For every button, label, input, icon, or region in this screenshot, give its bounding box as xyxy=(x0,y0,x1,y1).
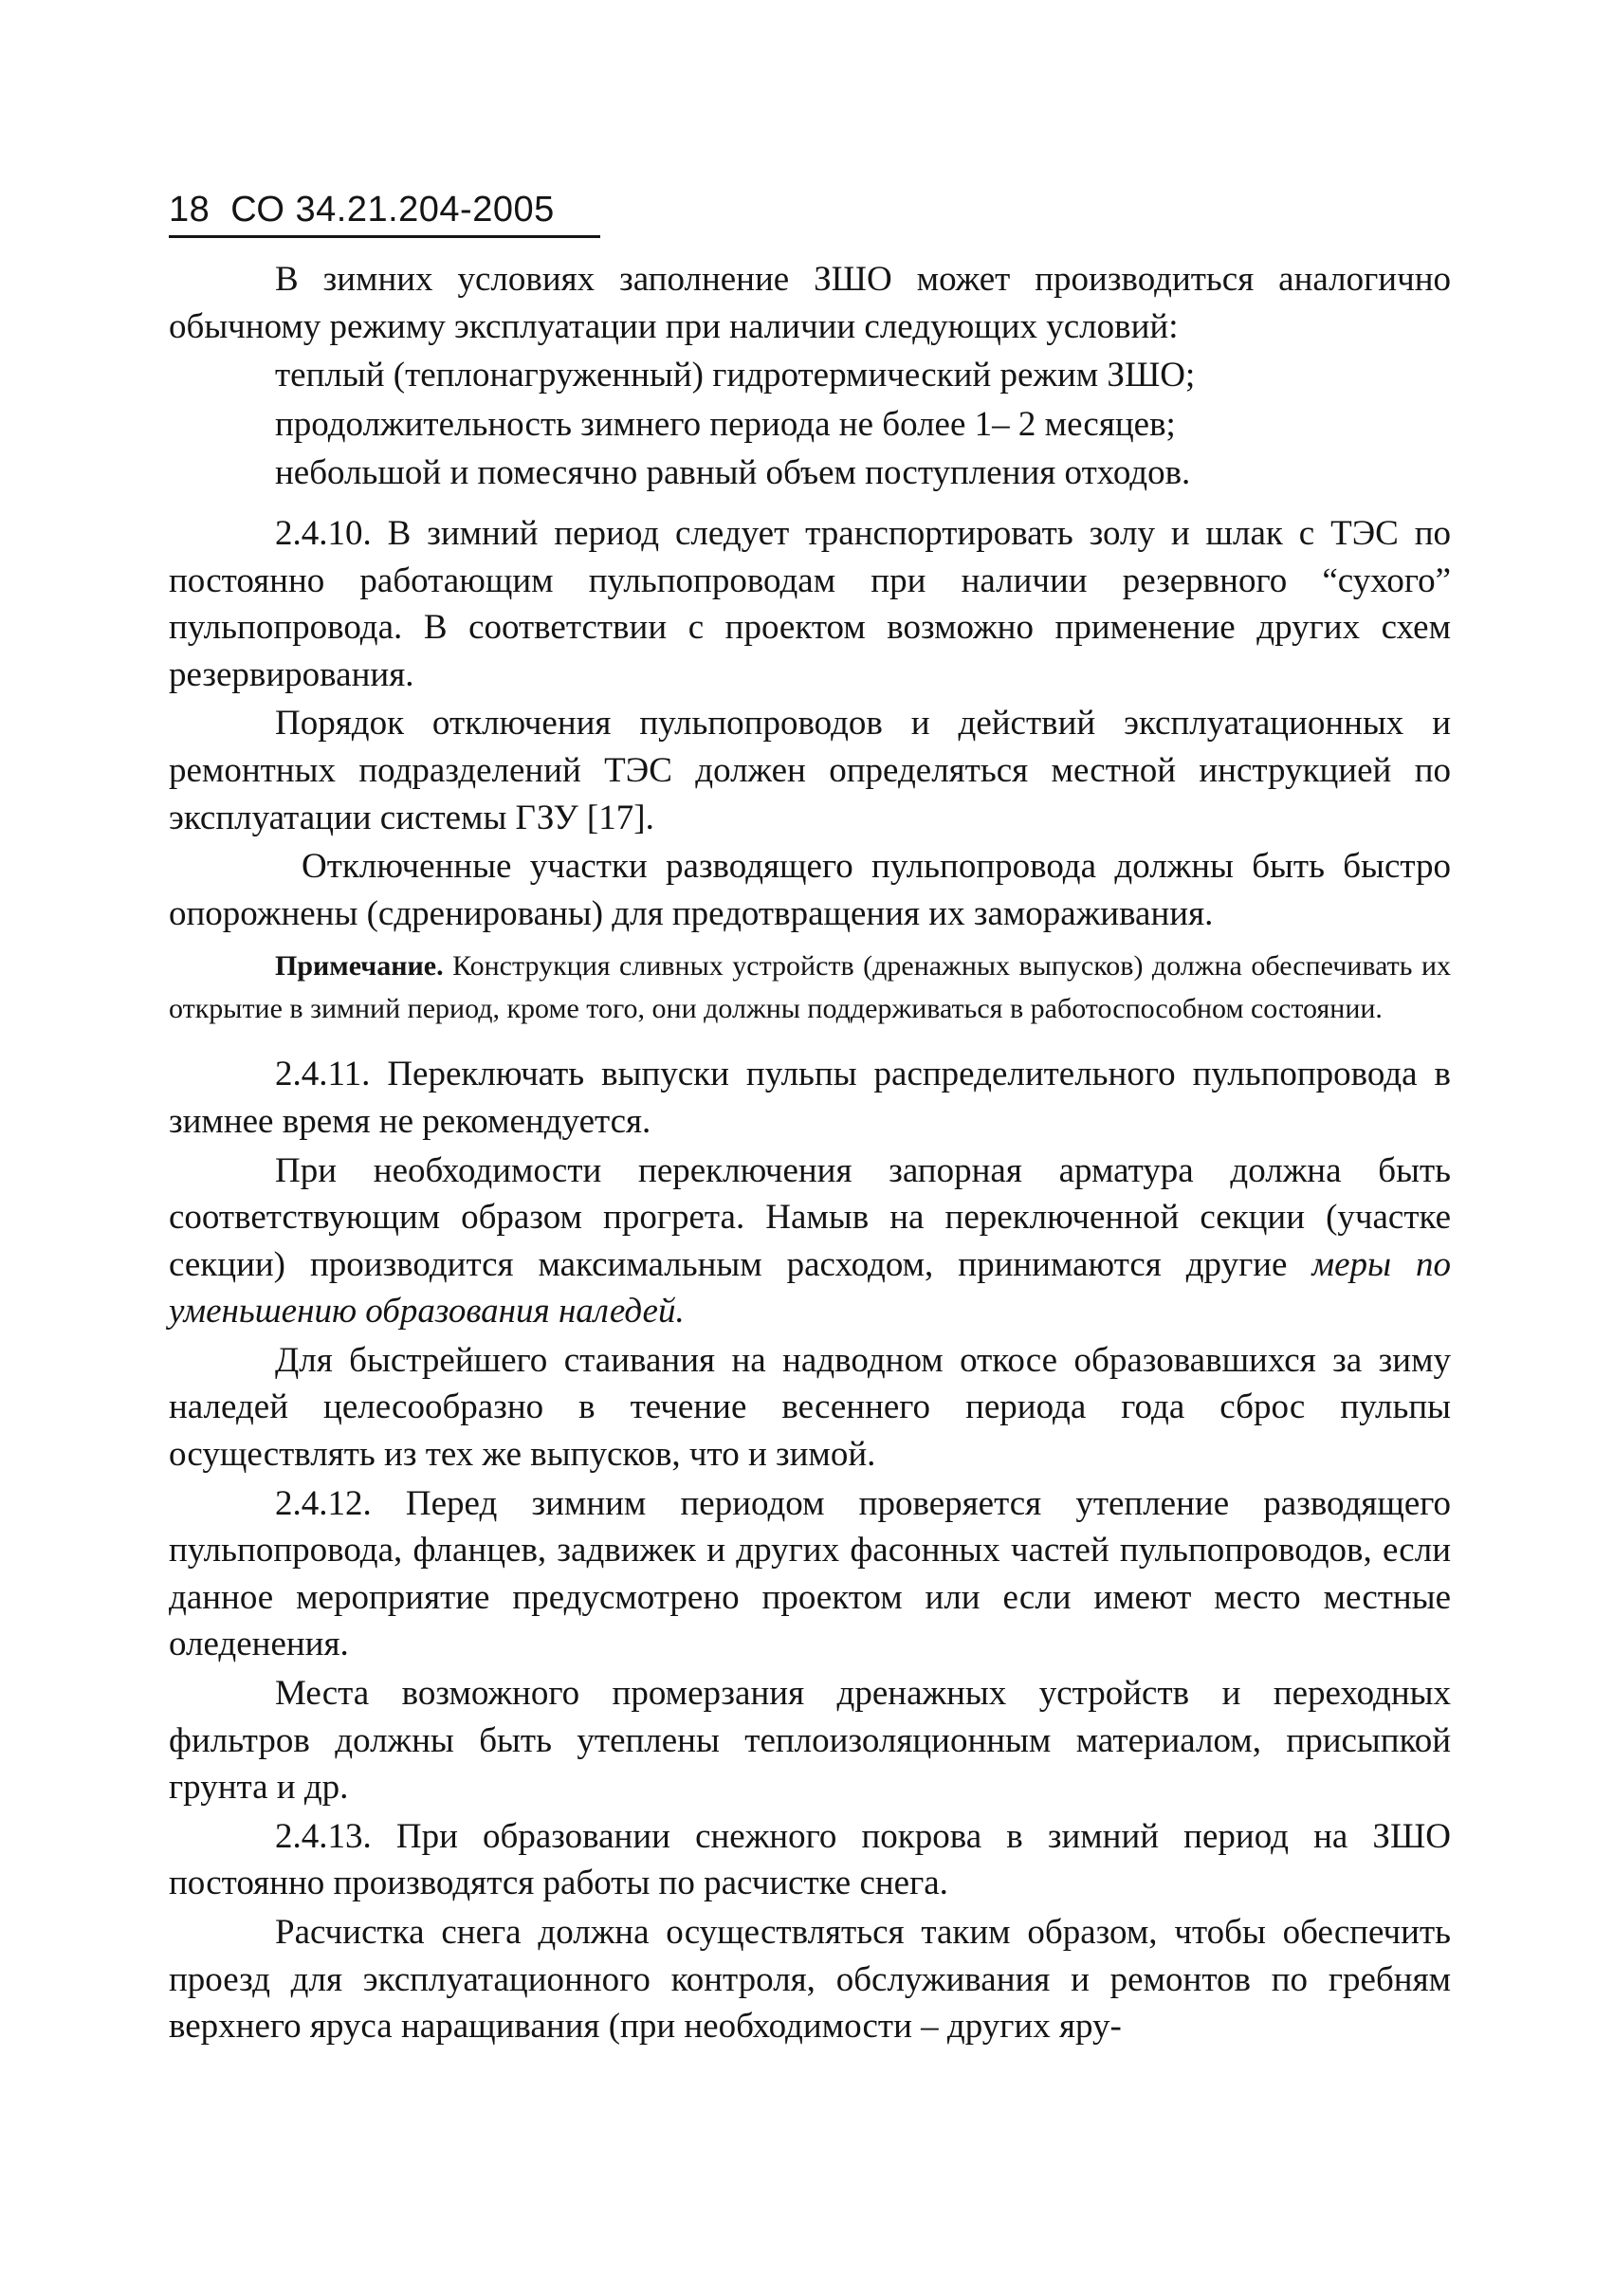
paragraph-2-4-10: 2.4.10. В зимний период следует транспортировать золу и шлак с ТЭС по постоянно работающим пульпопроводам при наличии резервного “сухого” пульпопровода. В соответствии с проектом возможно применение других схем резервирования. xyxy=(169,513,1451,694)
paragraph-2-4-12: 2.4.12. Перед зимним периодом проверяется утепление разводящего пульпопровода, фланцев, задвижек и других фасонных частей пульпопроводов, если данное мероприятие предусмотрено проектом или если имеют место местные оледенения. xyxy=(169,1483,1451,1664)
paragraph-insulation: Места возможного промерзания дренажных устройств и переходных фильтров должны быть утеплены теплоизоляционным материалом, присыпкой грунта и др. xyxy=(169,1674,1451,1808)
paragraph-intro: В зимних условиях заполнение ЗШО может производиться аналогично обычному режиму эксплуатации при наличии следующих условий: xyxy=(169,260,1451,346)
paragraph-snow-clearing: Расчистка снега должна осуществляться таким образом, чтобы обеспечить проезд для эксплуатационного контроля, обслуживания и ремонтов по гребням верхнего яруса наращивания (при необходимости – других яру- xyxy=(169,1913,1451,2047)
page-header xyxy=(169,188,600,238)
page-number: 18 xyxy=(169,190,211,230)
paragraph-switching-main: При необходимости переключения запорная арматура должна быть соответствующим образом прогрета. Намыв на переключенной секции (участке секции) производится максимальным расходом, принимаются другие xyxy=(169,1150,1451,1284)
paragraph-switching xyxy=(169,1148,1451,1335)
paragraph-2-4-11: 2.4.11. Переключать выпуски пульпы распределительного пульпопровода в зимнее время не рекомендуется. xyxy=(169,1055,1451,1141)
paragraph-thawing: Для быстрейшего стаивания на надводном откосе образовавшихся за зиму наледей целесообразно в течение весеннего периода года сброс пульпы осуществлять из тех же выпусков, что и зимой. xyxy=(169,1340,1451,1475)
note-label: Примечание. xyxy=(275,950,444,983)
condition-item: теплый (теплонагруженный) гидротермический режим ЗШО; xyxy=(275,356,1196,395)
document-body xyxy=(169,256,1451,2052)
paragraph-2-4-13: 2.4.13. При образовании снежного покрова в зимний период на ЗШО постоянно производятся работы по расчистке снега. xyxy=(169,1816,1451,1903)
paragraph-switching-emphasis: меры по уменьшению образования наледей. xyxy=(169,1244,1452,1332)
paragraph-shutdown-order: Порядок отключения пульпопроводов и действий эксплуатационных и ремонтных подразделений ТЭС должен определяться местной инструкцией по эксплуатации системы ГЗУ [17]. xyxy=(169,704,1451,837)
document-code: СО 34.21.204-2005 xyxy=(230,190,555,230)
paragraph-drained-sections: Отключенные участки разводящего пульпопровода должны быть быстро опорожнены (сдренированы) для предотвращения их замораживания. xyxy=(169,847,1451,933)
note xyxy=(169,945,1451,1030)
condition-item: продолжительность зимнего периода не более 1– 2 месяцев; xyxy=(275,404,1176,444)
condition-item: небольшой и помесячно равный объем поступления отходов. xyxy=(275,453,1191,493)
note-text: Конструкция сливных устройств (дренажных выпусков) должна обеспечивать их открытие в зимний период, кроме того, они должны поддерживаться в работоспособном состоянии. xyxy=(169,950,1451,1025)
